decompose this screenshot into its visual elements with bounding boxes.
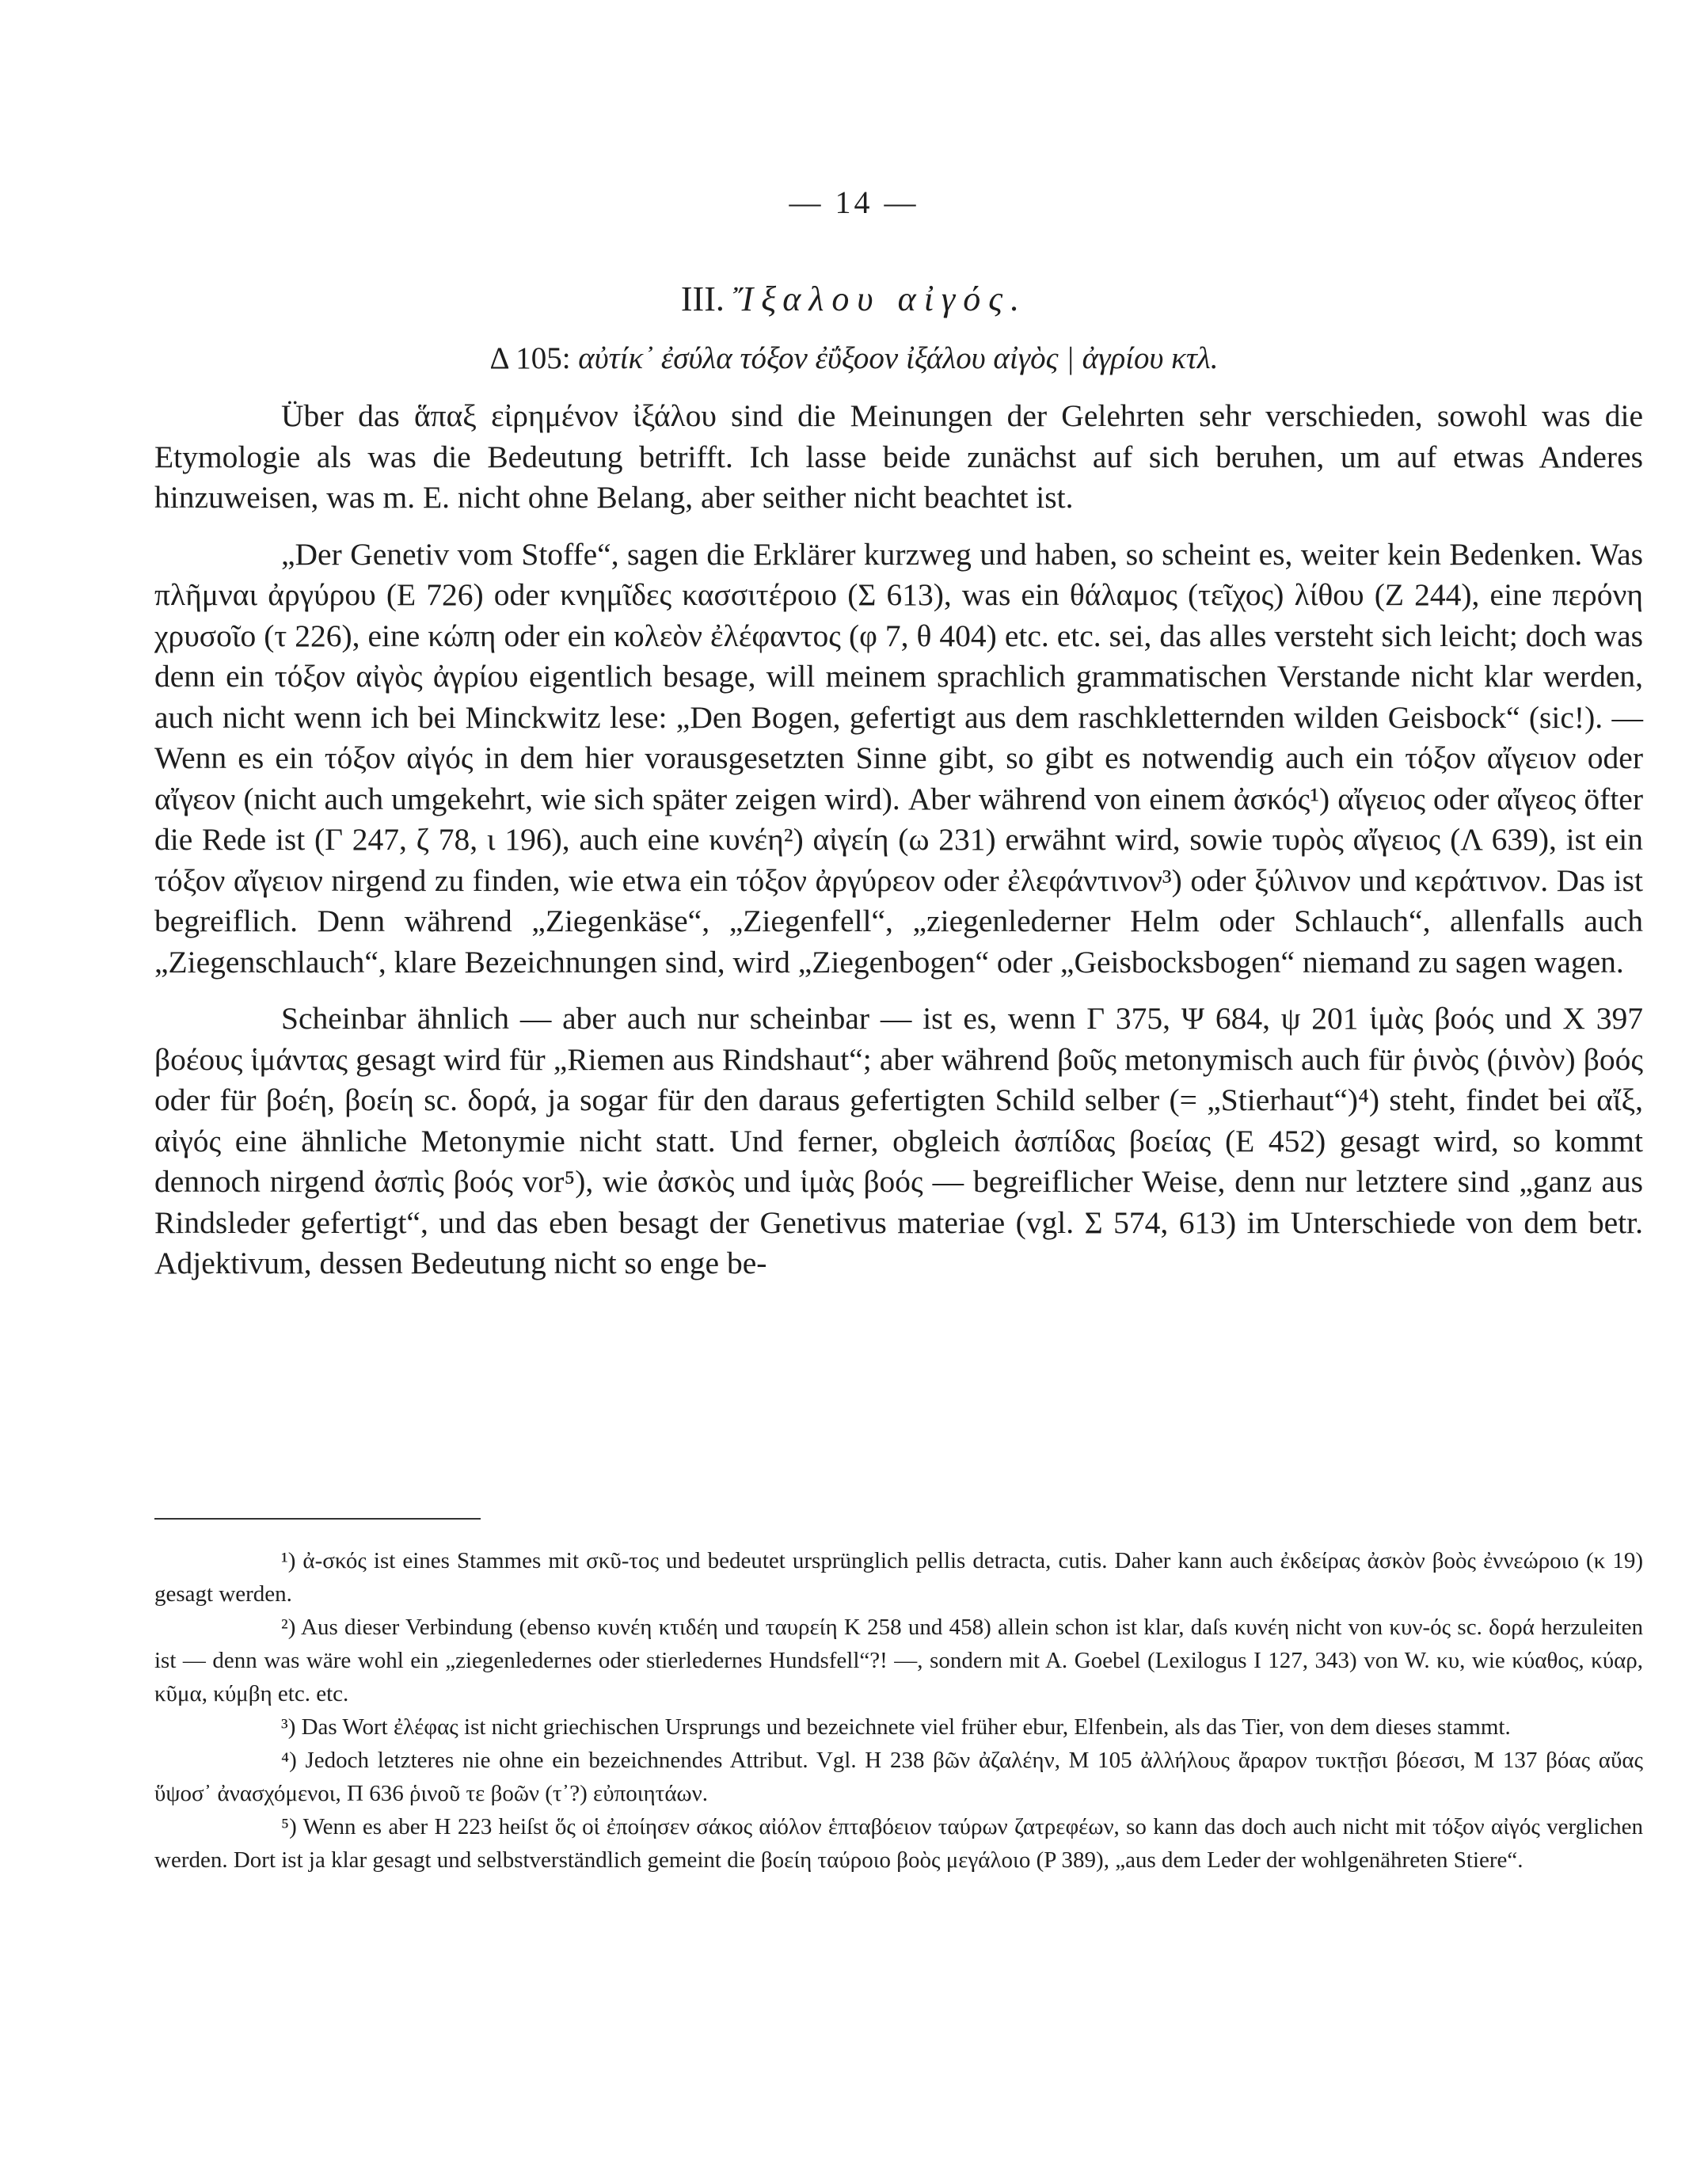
paragraph: Über das ἅπαξ εἰρημένον ἰξάλου sind die Meinungen der Gelehrten sehr verschieden, sowohl was die Etymologie als was die Bedeutung betrifft. Ich lasse beide zunächst auf sich beruhen, um auf etwas Anderes hinzuweisen, was m. E. nicht ohne Belang, aber seither nicht beachtet ist. [154, 398, 1643, 515]
footnote-rule [154, 1518, 481, 1520]
paragraph: Scheinbar ähnlich — aber auch nur scheinbar — ist es, wenn Γ 375, Ψ 684, ψ 201 ἱμὰς βοός und X 397 βοέους ἱμάντας gesagt wird für „Riemen aus Rindshaut“; aber während βοῦς metonymisch auch für ῥινὸς (ῥινὸν) βοός oder für βοέη, βοείη sc. δορά, ja sogar für den daraus gefertigten Schild selber (= „Stierhaut“)⁴) steht, findet bei αἴξ, αἰγός eine ähnliche Metonymie nicht statt. Und ferner, obgleich ἀσπίδας βοείας (E 452) gesagt wird, so kommt dennoch nirgend ἀσπὶς βοός vor⁵), wie ἀσκὸς und ἱμὰς βοός — begreiflicher Weise, denn nur letztere sind „ganz aus Rindsleder gefertigt“, und das eben besagt der Genetivus materiae (vgl. Σ 574, 613) im Unterschiede von dem betr. Adjektivum, dessen Bedeutung nicht so enge be- [154, 1001, 1643, 1280]
footnote: ⁵) Wenn es aber H 223 heiſst ὅς οἱ ἐποίησεν σάκος αἰόλον ἑπταβόειον ταύρων ζατρεφέων, so kann das doch auch nicht mit τόξον αἰγός verglichen werden. Dort ist ja klar gesagt und selbstverständlich gemeint die βοείη ταύροιο βοὸς μεγάλοιο (P 389), „aus dem Leder der wohlgenähreten Stiere“. [154, 1814, 1643, 1873]
footnote: ⁴) Jedoch letzteres nie ohne ein bezeichnendes Attribut. Vgl. H 238 βῶν ἀζαλέην, M 105 ἀλλήλους ἄραρον τυκτῇσι βόεσσι, M 137 βόας αὔας ὕψοσ᾽ ἀνασχόμενοι, Π 636 ῥινοῦ τε βοῶν (τ᾽?) εὐποιητάων. [154, 1748, 1643, 1806]
verse-quote [0, 340, 1708, 376]
section-numeral: III. [680, 280, 725, 318]
footnote: ¹) ἀ-σκός ist eines Stammes mit σκῦ-τος und bedeutet ursprünglich pellis detracta, cutis. Daher kann auch ἐκδείρας ἀσκὸν βοὸς ἐννεώροιο (κ 19) gesagt werden. [154, 1548, 1643, 1607]
section-heading [0, 279, 1708, 319]
verse-text: αὐτίκ᾽ ἐσύλα τόξον ἐΰξοον ἰξάλου αἰγὸς | ἀγρίου κτλ. [578, 341, 1219, 375]
footnote: ²) Aus dieser Verbindung (ebenso κυνέη κτιδέη und ταυρείη K 258 und 458) allein schon ist klar, daſs κυνέη nicht von κυν-ός sc. δορά herzuleiten ist — denn was wäre wohl ein „ziegenledernes oder stierledernes Hundsfell“?! —, sondern mit A. Goebel (Lexilogus I 127, 343) von W. κυ, wie κύαθος, κύαρ, κῦμα, κύμβη etc. etc. [154, 1615, 1643, 1706]
page-number: — 14 — [789, 185, 919, 220]
footnote: ³) Das Wort ἐλέφας ist nicht griechischen Ursprungs und bezeichnete viel früher ebur, Elfenbein, als das Tier, von dem dieses stammt. [281, 1714, 1511, 1740]
paragraph: „Der Genetiv vom Stoffe“, sagen die Erklärer kurzweg und haben, so scheint es, weiter kein Bedenken. Was πλῆμναι ἀργύρου (E 726) oder κνημῖδες κασσιτέροιο (Σ 613), was ein θάλαμος (τεῖχος) λίθου (Z 244), eine περόνη χρυσοῖο (τ 226), eine κώπη oder ein κολεὸν ἐλέφαντος (φ 7, θ 404) etc. etc. sei, das alles versteht sich leicht; doch was denn ein τόξον αἰγὸς ἀγρίου eigentlich besage, will meinem sprachlich grammatischen Verstande nicht klar werden, auch nicht wenn ich bei Minckwitz lese: „Den Bogen, gefertigt aus dem raschkletternden wilden Geisbock“ (sic!). — Wenn es ein τόξον αἰγός in dem hier vorausgesetzten Sinne gibt, so gibt es notwendig auch ein τόξον αἴγειον oder αἴγεον (nicht auch umgekehrt, wie sich später zeigen wird). Aber während von einem ἀσκός¹) αἴγειος oder αἴγεος öfter die Rede ist (Γ 247, ζ 78, ι 196), auch eine κυνέη²) αἰγείη (ω 231) erwähnt wird, sowie τυρὸς αἴγειος (Λ 639), ist ein τόξον αἴγειον nirgend zu finden, wie etwa ein τόξον ἀργύρεον oder ἐλεφάντινον³) oder ξύλινον und κεράτινον. Das ist begreiflich. Denn während „Ziegenkäse“, „Ziegenfell“, „ziegenlederner Helm oder Schlauch“, allenfalls auch „Ziegenschlauch“, klare Bezeichnungen sind, wird „Ziegenbogen“ oder „Geisbocksbogen“ niemand zu sagen wagen. [154, 536, 1643, 980]
verse-ref: Δ 105: [489, 341, 571, 375]
section-title: Ἴξαλου αἰγός. [732, 280, 1028, 318]
main-text [154, 396, 1643, 1284]
footnotes [154, 1544, 1643, 1877]
